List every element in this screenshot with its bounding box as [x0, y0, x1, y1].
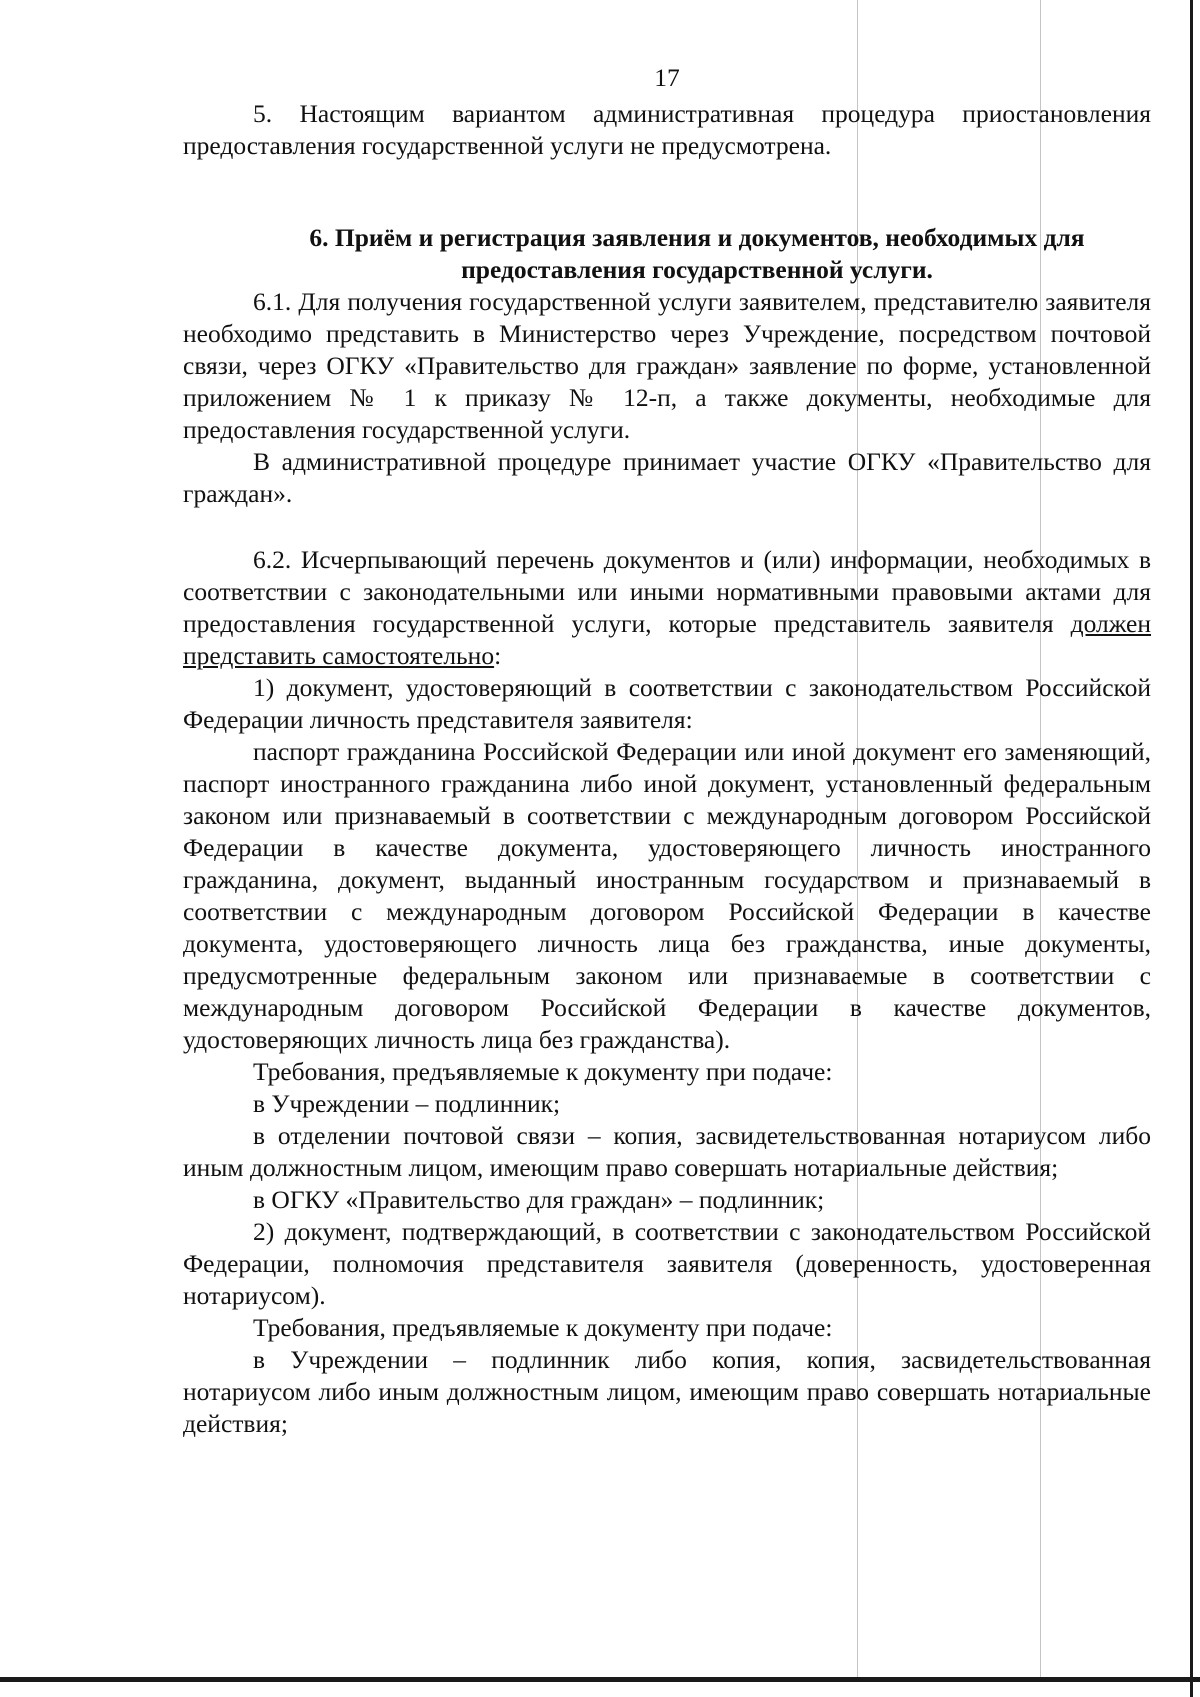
section-heading	[183, 222, 1151, 286]
requirement-2-a: в Учреждении – подлинник либо копия, копия, засвидетельствованная нотариусом либо иным должностным лицом, имеющим право совершать нотариальные действия;	[183, 1345, 1151, 1438]
paragraph-6-2-text: 6.2. Исчерпывающий перечень документов и (или) информации, необходимых в соответствии с законодательными или иными нормативными правовыми актами для предоставления государственной услуги, которые представитель заявителя	[183, 545, 1151, 638]
heading-line-1: 6. Приём и регистрация заявления и документов, необходимых для	[309, 223, 1085, 252]
requirements-title-1: Требования, предъявляемые к документу при подаче:	[253, 1057, 833, 1086]
underlined-phrase: должен представить самостоятельно	[183, 609, 1151, 670]
paragraph-6-1-participation: В административной процедуре принимает участие ОГКУ «Правительство для граждан».	[183, 447, 1151, 508]
requirements-title-2: Требования, предъявляемые к документу при подаче:	[253, 1313, 833, 1342]
page-border-bottom	[0, 1677, 1200, 1682]
paragraph-6-2-colon: :	[494, 641, 502, 670]
paragraph-6-2	[183, 544, 1151, 672]
requirement-1-a: в Учреждении – подлинник;	[253, 1089, 561, 1118]
paragraph-5: 5. Настоящим вариантом административная процедура приостановления предоставления государственной услуги не предусмотрена.	[183, 99, 1151, 160]
list-item-2: 2) документ, подтверждающий, в соответствии с законодательством Российской Федерации, полномочия представителя заявителя (доверенность, удостоверенная нотариусом).	[183, 1217, 1151, 1310]
paragraph-6-1: 6.1. Для получения государственной услуги заявителем, представителю заявителя необходимо представить в Министерство через Учреждение, посредством почтовой связи, через ОГКУ «Правительство для граждан» заявление по форме, установленной приложением № 1 к приказу № 12-п, а также документы, необходимые для предоставления государственной услуги.	[183, 287, 1151, 444]
list-item-1: 1) документ, удостоверяющий в соответствии с законодательством Российской Федерации личность представителя заявителя:	[183, 673, 1151, 734]
heading-line-2: предоставления государственной услуги.	[461, 255, 933, 284]
requirement-1-b: в отделении почтовой связи – копия, засвидетельствованная нотариусом либо иным должностным лицом, имеющим право совершать нотариальные действия;	[183, 1121, 1151, 1182]
requirement-1-c: в ОГКУ «Правительство для граждан» – подлинник;	[253, 1185, 825, 1214]
list-item-1-detail: паспорт гражданина Российской Федерации или иной документ его заменяющий, паспорт иностранного гражданина либо иной документ, установленный федеральным законом или признаваемый в соответствии с международным договором Российской Федерации в качестве документа, удостоверяющего личность иностранного гражданина, документ, выданный иностранным государством и признаваемый в соответствии с международным договором Российской Федерации в качестве документа, удостоверяющего личность лица без гражданства, иные документы, предусмотренные федеральным законом или признаваемые в соответствии с международным договором Российской Федерации в качестве документов, удостоверяющих личность лица без гражданства).	[183, 737, 1151, 1054]
page-number: 17	[654, 63, 680, 92]
page-content	[183, 62, 1151, 1440]
page-border-right	[1190, 0, 1193, 1697]
